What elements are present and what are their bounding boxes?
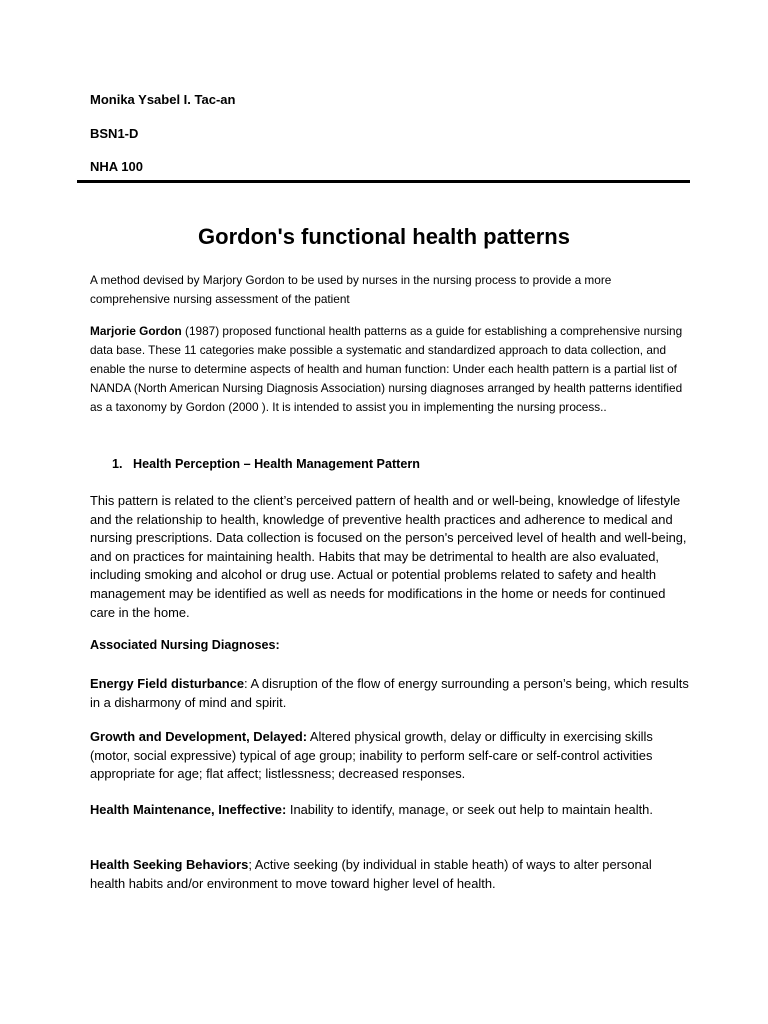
diagnosis-definition: ; Active seeking (by individual in stable heath) of ways to alter personal health habits and/or environment to move toward higher level of health. [90,857,652,891]
diagnosis-term: Health Seeking Behaviors [90,857,249,872]
diagnosis-term: Energy Field disturbance [90,676,245,691]
author-name: Monika Ysabel I. Tac-an [90,92,236,107]
section-title: Health Perception – Health Management Pattern [133,457,420,471]
section-body: This pattern is related to the client’s perceived pattern of health and or well-being, knowledge of lifestyle and the relationship to health, knowledge of preventive health practices and adherence to medical and nursing prescriptions. Data collection is focused on the person's perceived level of health and well-being, and on practices for maintaining health. Habits that may be detrimental to health are also evaluated, including smoking and alcohol or drug use. Actual or potential problems related to safety and health management may be identified as well as needs for modifications in the home or needs for continued care in the home. [90,493,687,620]
section-number: 1. [112,457,123,471]
gordon-paragraph [90,322,690,417]
course-code: NHA 100 [90,159,143,174]
gordon-name: Marjorie Gordon [90,324,182,338]
diagnoses-heading: Associated Nursing Diagnoses: [90,638,280,652]
section-heading [112,457,420,471]
diagnosis-definition: Inability to identify, manage, or seek out help to maintain health. [286,802,653,817]
diagnosis-definition: Altered physical growth, delay or difficulty in exercising skills (motor, social expressive) typical of age group; inability to perform self-care or self-control activities appropriate for age; flat affect; listlessness; decreased responses. [90,729,653,782]
section-code: BSN1-D [90,126,139,141]
diagnosis-definition: : A disruption of the flow of energy surrounding a person’s being, which results in a disharmony of mind and spirit. [90,676,689,710]
gordon-text: (1987) proposed functional health patterns as a guide for establishing a comprehensive nursing data base. These 11 categories make possible a systematic and standardized approach to data collection, and enable the nurse to determine aspects of health and human function: Under each health pattern is a partial list of NANDA (North American Nursing Diagnosis Association) nursing diagnoses arranged by health patterns identified as a taxonomy by Gordon (2000 ). It is intended to assist you in implementing the nursing process.. [90,324,683,415]
document-title: Gordon's functional health patterns [198,224,570,249]
diagnosis-term: Growth and Development, Delayed: [90,729,308,744]
diagnosis-item [90,856,690,893]
diagnosis-item [90,801,690,820]
header-divider [77,180,690,183]
diagnosis-item [90,728,690,784]
diagnosis-term: Health Maintenance, Ineffective: [90,802,287,817]
intro-paragraph: A method devised by Marjory Gordon to be used by nurses in the nursing process to provide a more comprehensive nursing assessment of the patient [90,273,612,307]
diagnosis-item [90,675,690,712]
